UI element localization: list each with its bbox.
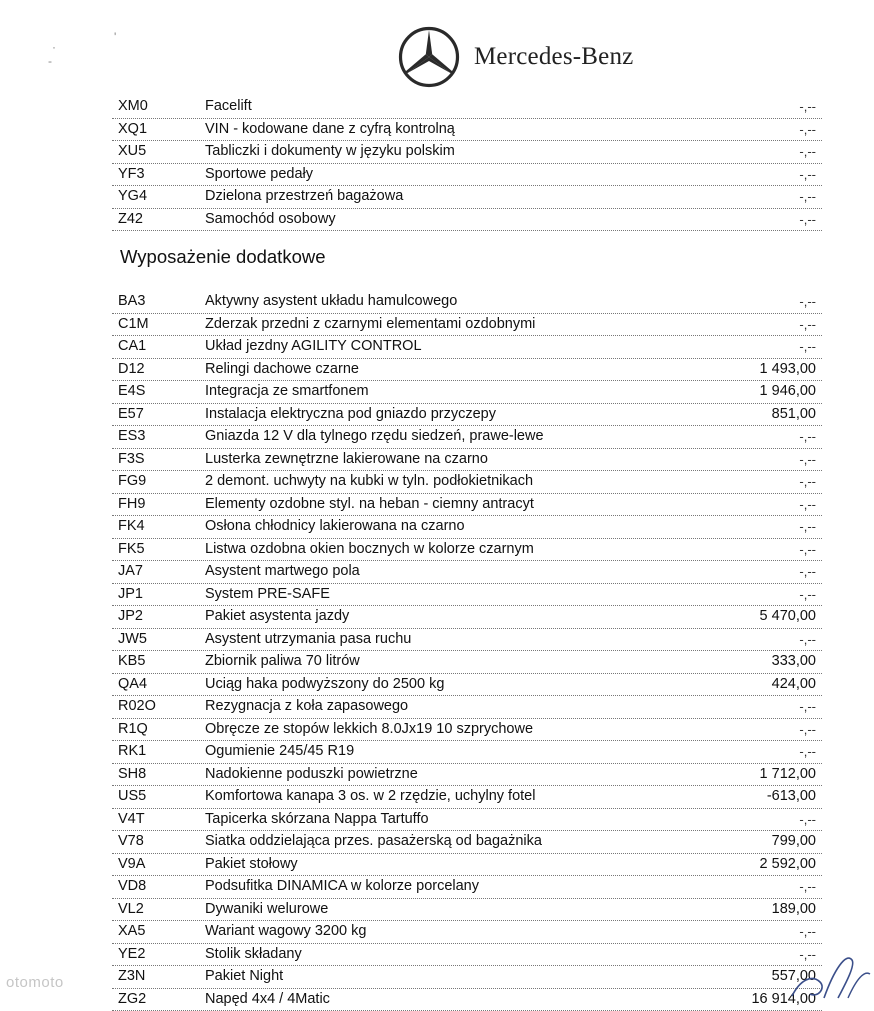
signature-mark xyxy=(790,930,874,1005)
option-price: -,-- xyxy=(799,186,816,207)
option-code: QA4 xyxy=(118,674,147,695)
option-price: 1 493,00 xyxy=(760,359,816,380)
option-description: Pakiet stołowy xyxy=(205,854,298,875)
option-code: KB5 xyxy=(118,651,145,672)
option-code: YG4 xyxy=(118,186,147,207)
table-row xyxy=(112,719,822,742)
option-description: Relingi dachowe czarne xyxy=(205,359,359,380)
option-code: CA1 xyxy=(118,336,146,357)
option-code: V78 xyxy=(118,831,144,852)
option-price: -,-- xyxy=(799,426,816,447)
option-description: Facelift xyxy=(205,96,252,117)
option-price: 557,00 xyxy=(772,966,816,987)
option-description: Nadokienne poduszki powietrzne xyxy=(205,764,418,785)
option-price: 2 592,00 xyxy=(760,854,816,875)
option-code: Z42 xyxy=(118,209,143,230)
option-price: 189,00 xyxy=(772,899,816,920)
table-row xyxy=(112,741,822,764)
option-description: VIN - kodowane dane z cyfrą kontrolną xyxy=(205,119,455,140)
option-description: Komfortowa kanapa 3 os. w 2 rzędzie, uchylny fotel xyxy=(205,786,535,807)
option-price: -,-- xyxy=(799,944,816,965)
option-description: Rezygnacja z koła zapasowego xyxy=(205,696,408,717)
option-code: XA5 xyxy=(118,921,145,942)
option-description: Pakiet asystenta jazdy xyxy=(205,606,349,627)
table-row xyxy=(112,186,822,209)
table-row xyxy=(112,674,822,697)
table-row xyxy=(112,494,822,517)
option-description: 2 demont. uchwyty na kubki w tyln. podłokietnikach xyxy=(205,471,533,492)
table-row xyxy=(112,899,822,922)
option-description: Zbiornik paliwa 70 litrów xyxy=(205,651,360,672)
option-code: SH8 xyxy=(118,764,146,785)
table-row xyxy=(112,314,822,337)
option-code: RK1 xyxy=(118,741,146,762)
option-description: Tapicerka skórzana Nappa Tartuffo xyxy=(205,809,429,830)
table-row xyxy=(112,381,822,404)
option-price: -,-- xyxy=(799,719,816,740)
option-description: Podsufitka DINAMICA w kolorze porcelany xyxy=(205,876,479,897)
table-row xyxy=(112,584,822,607)
option-price: -,-- xyxy=(799,314,816,335)
table-row xyxy=(112,606,822,629)
option-price: 424,00 xyxy=(772,674,816,695)
table-row xyxy=(112,651,822,674)
option-code: E57 xyxy=(118,404,144,425)
option-price: -613,00 xyxy=(767,786,816,807)
option-code: D12 xyxy=(118,359,145,380)
option-price: 5 470,00 xyxy=(760,606,816,627)
option-code: BA3 xyxy=(118,291,145,312)
option-code: VL2 xyxy=(118,899,144,920)
table-row xyxy=(112,141,822,164)
table-row xyxy=(112,854,822,877)
table-row xyxy=(112,966,822,989)
additional-equipment-table xyxy=(112,291,822,1011)
option-price: -,-- xyxy=(799,876,816,897)
option-code: YE2 xyxy=(118,944,145,965)
option-price: 16 914,00 xyxy=(751,989,816,1010)
option-price: -,-- xyxy=(799,539,816,560)
option-code: JP1 xyxy=(118,584,143,605)
option-description: Aktywny asystent układu hamulcowego xyxy=(205,291,457,312)
table-row xyxy=(112,449,822,472)
option-code: VD8 xyxy=(118,876,146,897)
option-price: 333,00 xyxy=(772,651,816,672)
option-description: Osłona chłodnicy lakierowana na czarno xyxy=(205,516,465,537)
section-title: Wyposażenie dodatkowe xyxy=(120,246,326,268)
option-price: -,-- xyxy=(799,471,816,492)
option-price: -,-- xyxy=(799,741,816,762)
option-price: 1 946,00 xyxy=(760,381,816,402)
option-price: -,-- xyxy=(799,164,816,185)
option-code: JP2 xyxy=(118,606,143,627)
table-row xyxy=(112,561,822,584)
option-code: FH9 xyxy=(118,494,145,515)
scan-mark: · xyxy=(52,40,56,54)
option-code: ES3 xyxy=(118,426,145,447)
option-code: FG9 xyxy=(118,471,146,492)
mercedes-benz-logo xyxy=(398,26,633,88)
option-code: YF3 xyxy=(118,164,145,185)
table-row xyxy=(112,831,822,854)
option-code: XM0 xyxy=(118,96,148,117)
option-price: 1 712,00 xyxy=(760,764,816,785)
option-code: US5 xyxy=(118,786,146,807)
watermark: otomoto xyxy=(6,974,64,991)
base-options-table xyxy=(112,96,822,231)
option-description: Instalacja elektryczna pod gniazdo przyczepy xyxy=(205,404,496,425)
option-description: Lusterka zewnętrzne lakierowane na czarno xyxy=(205,449,488,470)
table-row xyxy=(112,336,822,359)
table-row xyxy=(112,291,822,314)
option-code: C1M xyxy=(118,314,149,335)
option-description: Listwa ozdobna okien bocznych w kolorze czarnym xyxy=(205,539,534,560)
option-description: Uciąg haka podwyższony do 2500 kg xyxy=(205,674,444,695)
option-price: -,-- xyxy=(799,516,816,537)
table-row xyxy=(112,809,822,832)
option-price: -,-- xyxy=(799,561,816,582)
table-row xyxy=(112,921,822,944)
option-price: -,-- xyxy=(799,119,816,140)
table-row xyxy=(112,944,822,967)
option-price: -,-- xyxy=(799,96,816,117)
table-row xyxy=(112,119,822,142)
option-description: Integracja ze smartfonem xyxy=(205,381,369,402)
table-row xyxy=(112,426,822,449)
option-code: E4S xyxy=(118,381,145,402)
option-price: -,-- xyxy=(799,336,816,357)
option-code: JA7 xyxy=(118,561,143,582)
option-description: Sportowe pedały xyxy=(205,164,313,185)
table-row xyxy=(112,876,822,899)
table-row xyxy=(112,786,822,809)
option-code: V9A xyxy=(118,854,145,875)
option-price: -,-- xyxy=(799,584,816,605)
table-row xyxy=(112,209,822,232)
option-price: -,-- xyxy=(799,629,816,650)
option-code: FK4 xyxy=(118,516,145,537)
option-description: System PRE-SAFE xyxy=(205,584,330,605)
option-description: Samochód osobowy xyxy=(205,209,336,230)
option-price: -,-- xyxy=(799,809,816,830)
brand-name: Mercedes-Benz xyxy=(474,43,633,71)
option-price: 799,00 xyxy=(772,831,816,852)
option-description: Wariant wagowy 3200 kg xyxy=(205,921,366,942)
option-description: Gniazda 12 V dla tylnego rzędu siedzeń, prawe-lewe xyxy=(205,426,544,447)
option-description: Dzielona przestrzeń bagażowa xyxy=(205,186,403,207)
table-row xyxy=(112,516,822,539)
table-row xyxy=(112,629,822,652)
three-pointed-star-icon xyxy=(398,26,460,88)
option-price: -,-- xyxy=(799,921,816,942)
option-price: -,-- xyxy=(799,449,816,470)
option-code: FK5 xyxy=(118,539,145,560)
option-code: XU5 xyxy=(118,141,146,162)
table-row xyxy=(112,164,822,187)
option-description: Stolik składany xyxy=(205,944,302,965)
table-row xyxy=(112,471,822,494)
option-description: Ogumienie 245/45 R19 xyxy=(205,741,354,762)
option-description: Pakiet Night xyxy=(205,966,283,987)
option-code: R02O xyxy=(118,696,156,717)
option-code: ZG2 xyxy=(118,989,146,1010)
option-price: -,-- xyxy=(799,141,816,162)
option-description: Tabliczki i dokumenty w języku polskim xyxy=(205,141,455,162)
option-description: Napęd 4x4 / 4Matic xyxy=(205,989,330,1010)
table-row xyxy=(112,764,822,787)
option-code: R1Q xyxy=(118,719,148,740)
scan-mark: - xyxy=(48,54,52,68)
table-row xyxy=(112,359,822,382)
option-code: V4T xyxy=(118,809,145,830)
option-description: Siatka oddzielająca przes. pasażerską od bagażnika xyxy=(205,831,542,852)
option-code: XQ1 xyxy=(118,119,147,140)
option-price: -,-- xyxy=(799,494,816,515)
option-description: Zderzak przedni z czarnymi elementami ozdobnymi xyxy=(205,314,535,335)
table-row xyxy=(112,404,822,427)
option-price: -,-- xyxy=(799,291,816,312)
option-description: Elementy ozdobne styl. na heban - ciemny antracyt xyxy=(205,494,534,515)
table-row xyxy=(112,539,822,562)
option-code: JW5 xyxy=(118,629,147,650)
table-row xyxy=(112,696,822,719)
option-price: -,-- xyxy=(799,209,816,230)
option-price: -,-- xyxy=(799,696,816,717)
option-code: Z3N xyxy=(118,966,145,987)
table-row xyxy=(112,96,822,119)
option-code: F3S xyxy=(118,449,145,470)
scan-mark: ' xyxy=(114,30,116,44)
option-description: Dywaniki welurowe xyxy=(205,899,328,920)
option-price: 851,00 xyxy=(772,404,816,425)
option-description: Układ jezdny AGILITY CONTROL xyxy=(205,336,422,357)
option-description: Asystent utrzymania pasa ruchu xyxy=(205,629,411,650)
option-description: Obręcze ze stopów lekkich 8.0Jx19 10 szprychowe xyxy=(205,719,533,740)
option-description: Asystent martwego pola xyxy=(205,561,360,582)
